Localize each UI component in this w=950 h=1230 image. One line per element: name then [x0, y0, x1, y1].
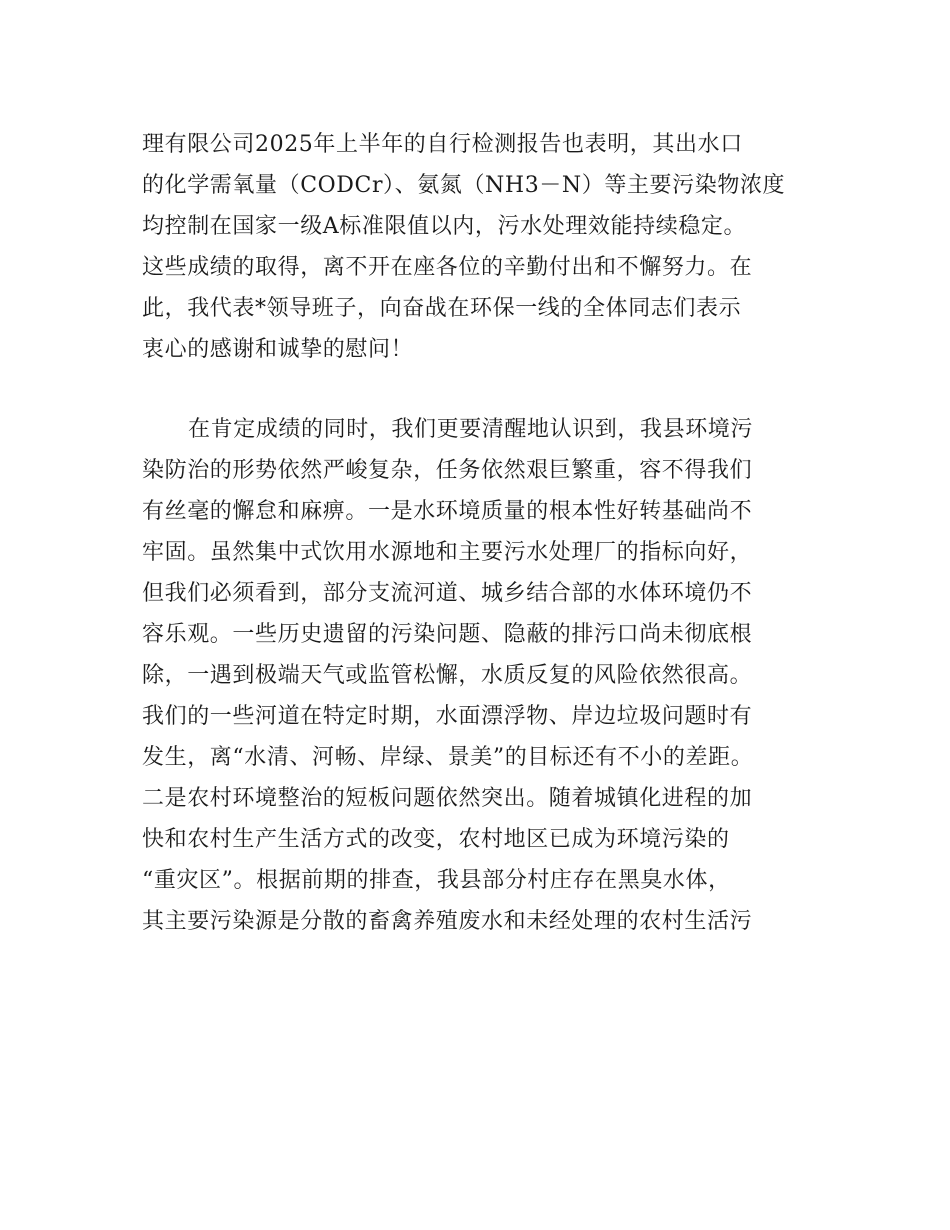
text-line: “重灾区”。根据前期的排查，我县部分村庄存在黑臭水体， [142, 868, 731, 893]
text-line: 快和农村生产生活方式的改变，农村地区已成为环境污染的 [142, 827, 730, 852]
text-line: 理有限公司2025年上半年的自行检测报告也表明，其出水口 [142, 132, 743, 157]
text-line: 二是农村环境整治的短板问题依然突出。随着城镇化进程的加 [142, 786, 753, 811]
text-line: 均控制在国家一级A标准限值以内，污水处理效能持续稳定。 [142, 214, 747, 239]
text-line: 有丝毫的懈怠和麻痹。一是水环境质量的根本性好转基础尚不 [142, 499, 753, 524]
text-line: 发生，离“水清、河畅、岸绿、景美”的目标还有不小的差距。 [142, 745, 754, 770]
text-line: 容乐观。一些历史遗留的污染问题、隐蔽的排污口尚未彻底根 [142, 622, 753, 647]
text-line: 衷心的感谢和诚挚的慰问！ [142, 337, 414, 362]
text-line: 我们的一些河道在特定时期，水面漂浮物、岸边垃圾问题时有 [142, 704, 753, 729]
text-line: 此，我代表*领导班子，向奋战在环保一线的全体同志们表示 [142, 296, 742, 321]
text-line: 其主要污染源是分散的畜禽养殖废水和未经处理的农村生活污 [142, 909, 753, 934]
text-line-first: 在肯定成绩的同时，我们更要清醒地认识到，我县环境污 [188, 417, 754, 442]
text-line: 但我们必须看到，部分支流河道、城乡结合部的水体环境仍不 [142, 581, 753, 606]
paragraph-2 [142, 409, 832, 942]
text-line: 的化学需氧量（CODCr）、氨氮（NH3－N）等主要污染物浓度 [142, 173, 786, 198]
text-line: 除，一遇到极端天气或监管松懈，水质反复的风险依然很高。 [142, 663, 753, 688]
text-line: 染防治的形势依然严峻复杂，任务依然艰巨繁重，容不得我们 [142, 458, 753, 483]
text-line: 这些成绩的取得，离不开在座各位的辛勤付出和不懈努力。在 [142, 255, 753, 280]
text-line: 牢固。虽然集中式饮用水源地和主要污水处理厂的指标向好， [142, 540, 753, 565]
paragraph-1 [142, 124, 832, 370]
